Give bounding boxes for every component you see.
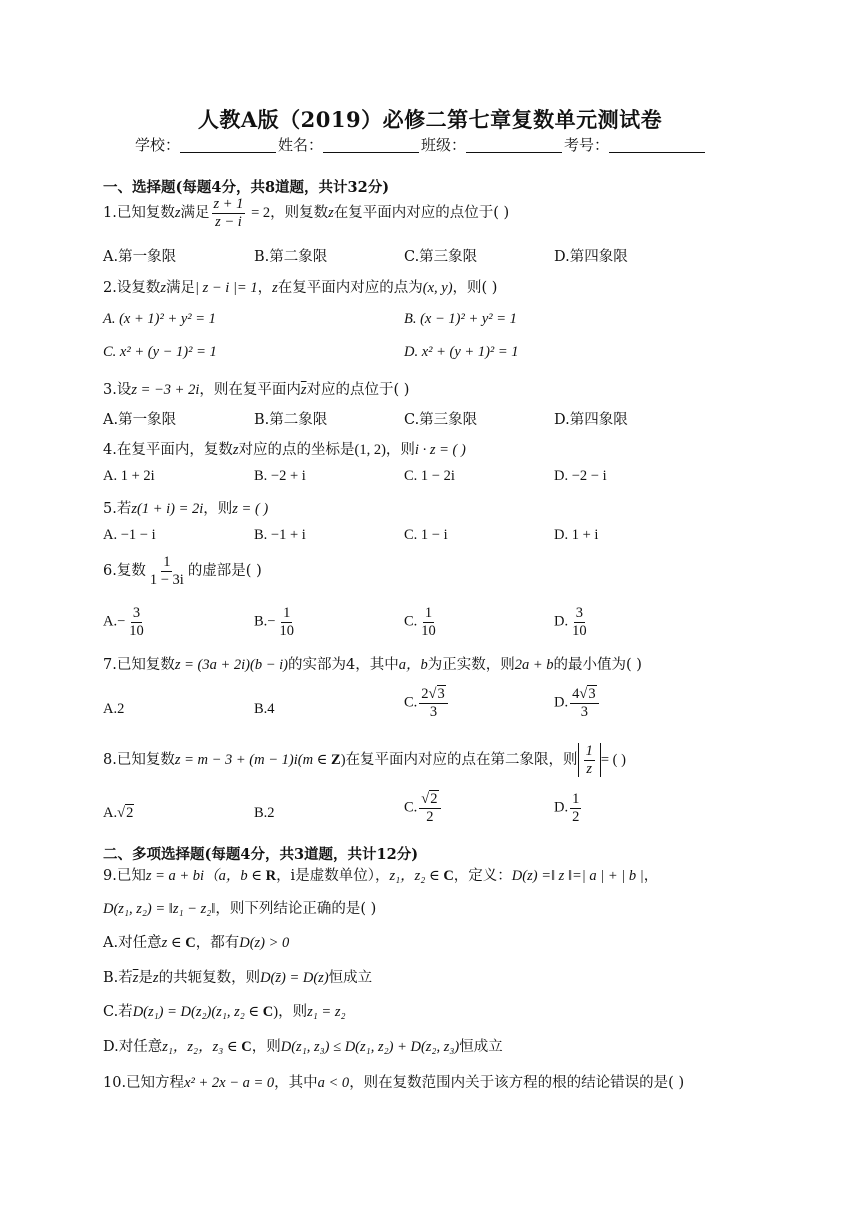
q9-b-zbar: $\overline{z}$: [132, 970, 139, 986]
q7-expr-2: 2a + b: [514, 657, 554, 673]
question-10: [103, 1071, 684, 1092]
question-3: [103, 378, 409, 399]
q9-a-expr-2: D(z) > 0: [239, 935, 290, 951]
q9-z-vars: z₁，z₂ ∈: [389, 868, 444, 884]
q6-d-label: D.: [554, 613, 569, 630]
q6-c-label: C.: [404, 613, 418, 630]
q3-expr: z = −3 + 2i: [131, 382, 200, 398]
q6-a-frac: [127, 605, 146, 639]
q6-b-num: 1: [283, 605, 291, 621]
q1-text-3: ，则复数: [270, 205, 329, 222]
q2-text-3: ，: [257, 280, 273, 296]
q9-option-a[interactable]: [103, 931, 289, 952]
q9-R: R: [265, 868, 277, 884]
q8-frac-num: 1: [585, 743, 593, 759]
q7-option-d[interactable]: [554, 686, 601, 720]
q6-d-frac: [570, 605, 589, 639]
q6-option-c[interactable]: [404, 605, 440, 639]
exam-number-label: 考号：: [564, 136, 610, 154]
q8-option-a[interactable]: A.√2: [103, 805, 134, 821]
q8-option-b[interactable]: B.2: [254, 805, 275, 821]
q8-a-rad: 2: [126, 805, 134, 821]
q7-option-c[interactable]: [404, 686, 450, 720]
q6-frac-num: 1: [163, 554, 171, 570]
q6-b-den: 10: [279, 622, 294, 639]
q6-b-sign: −: [267, 613, 276, 630]
q4-option-b[interactable]: B. −2 + i: [254, 468, 306, 484]
q9-d-text: D.对任意: [103, 1039, 163, 1055]
q1-option-b[interactable]: B.第二象限: [254, 249, 328, 265]
q9-a-C: C: [185, 935, 196, 951]
q8-frac-den: z: [586, 760, 593, 777]
student-info-row: [135, 134, 707, 155]
q7-option-a[interactable]: A.2: [103, 701, 125, 717]
q5-option-d[interactable]: D. 1 + i: [554, 527, 599, 543]
q2-text: 2.设复数: [103, 280, 161, 296]
question-2: [103, 276, 497, 297]
q4-option-c[interactable]: C. 1 − 2i: [404, 468, 455, 484]
q9-c-C: C: [262, 1004, 274, 1020]
q9-option-d[interactable]: [103, 1035, 503, 1056]
q9-c-text-2: ，则: [278, 1004, 308, 1020]
q3-option-b[interactable]: B.第二象限: [254, 412, 328, 428]
q6-a-num: 3: [132, 605, 141, 621]
q2-var: z: [160, 280, 166, 296]
q7-d-coef: 4: [572, 686, 580, 702]
q8-c-rad: 2: [430, 791, 438, 807]
q9-expr: z = a + bi: [145, 868, 205, 884]
q6-c-frac: [419, 605, 438, 639]
q9-d-C: C: [241, 1039, 252, 1055]
q3-text-2: ，则在复平面内: [199, 382, 301, 398]
q7-c-frac: $\frac{2√3}{3}$: [419, 686, 447, 720]
q3-text: 3.设: [103, 382, 132, 398]
q1-var: z: [174, 205, 181, 222]
q5-text-2: ，则: [203, 501, 233, 517]
q7-c-coef: 2: [421, 686, 429, 702]
q5-expr: z(1 + i) = 2i: [131, 501, 204, 517]
q10-text: 10.已知方程: [103, 1075, 185, 1091]
q3-option-a[interactable]: A.第一象限: [103, 412, 177, 428]
question-5: [103, 497, 268, 518]
q1-text-4: 在复平面内对应的点位于( ): [333, 205, 510, 222]
q6-a-sign: −: [117, 613, 126, 630]
q1-var-2: z: [328, 205, 334, 222]
q4-text: 4.在复平面内，复数: [103, 442, 233, 458]
q6-option-b[interactable]: [254, 605, 298, 639]
q10-text-2: ，其中: [274, 1075, 318, 1091]
q9-b-z: z: [152, 970, 159, 986]
q4-text-3: ，则: [385, 442, 415, 458]
page-title: 人教A版（2019）必修二第七章复数单元测试卷: [197, 107, 663, 132]
q1-text: 1.已知复数: [103, 205, 175, 222]
q9-text: 9.已知: [103, 868, 146, 884]
q6-d-den: 10: [572, 622, 587, 639]
q8-a-label: A.: [103, 805, 118, 821]
q9-c-expr-2: z₁ = z₂: [307, 1004, 346, 1020]
question-7: [103, 653, 642, 674]
q9-c-text: C.若: [103, 1004, 133, 1020]
q9-b-text-3: 的共轭复数，则: [158, 970, 261, 986]
q8-close: ): [340, 752, 346, 769]
q4-expr: i · z = ( ): [414, 442, 466, 458]
q8-text-3: = ( ): [600, 752, 626, 769]
q5-option-b[interactable]: B. −1 + i: [254, 527, 306, 543]
q8-text-2: 在复平面内对应的点在第二象限，则: [345, 752, 578, 769]
q4-point: (1, 2): [354, 442, 386, 458]
q2-cond: | z − i |= 1: [195, 280, 258, 296]
question-1: [103, 196, 509, 230]
question-9-line-1: [103, 864, 658, 885]
q6-c-num: 1: [424, 605, 433, 621]
q3-option-d[interactable]: D.第四象限: [554, 412, 628, 428]
class-label: 班级：: [421, 136, 467, 154]
q9-paren: （a，b ∈: [204, 868, 266, 884]
q9-b-text-2: 是: [138, 970, 153, 986]
q7-c-rad: 3: [437, 686, 445, 702]
q7-text: 7.已知复数: [103, 657, 175, 673]
q7-option-b[interactable]: B.4: [254, 701, 275, 717]
q8-c-label: C.: [404, 799, 418, 816]
q9-b-text-4: 恒成立: [328, 970, 373, 986]
q8-c-frac: $\frac{√2}{2}$: [419, 791, 440, 825]
q9-paren-2: ，i是虚数单位），: [276, 868, 390, 884]
q9-option-b[interactable]: [103, 966, 372, 987]
question-9-line-2: [103, 897, 376, 918]
q9-dz1z2: D(z₁, z₂) = ‖z₁ − z₂‖: [103, 901, 216, 917]
q5-text: 5.若: [103, 501, 132, 517]
q4-text-2: 对应的点的坐标是: [238, 442, 355, 458]
q1-frac-num: z + 1: [213, 196, 244, 212]
q8-d-num: 1: [572, 791, 580, 807]
q6-option-a[interactable]: [103, 605, 148, 639]
q6-a-den: 10: [129, 622, 144, 639]
q1-text-2: 满足: [180, 205, 210, 222]
q4-option-a[interactable]: A. 1 + 2i: [103, 468, 155, 484]
section-heading-choice: 一、选择题(每题4分，共8道题，共计32分): [103, 179, 390, 196]
class-blank[interactable]: [466, 138, 562, 153]
q9-text-2: ，则下列结论正确的是( ): [215, 901, 377, 917]
q3-option-c[interactable]: C.第三象限: [404, 412, 478, 428]
q5-option-c[interactable]: C. 1 − i: [404, 527, 448, 543]
q1-option-c[interactable]: C.第三象限: [404, 249, 478, 265]
q6-a-label: A.: [103, 613, 118, 630]
q1-fraction: [212, 196, 246, 230]
q9-d-expr: D(z₁, z₃) ≤ D(z₁, z₂) + D(z₂, z₃): [280, 1039, 460, 1055]
q2-option-d[interactable]: D. x² + (y + 1)² = 1: [404, 344, 519, 360]
q9-b-expr: D(z̄) = D(z): [260, 970, 329, 986]
q9-option-c[interactable]: [103, 1000, 346, 1021]
q7-vars: a，b: [398, 657, 428, 673]
q6-d-num: 3: [575, 605, 583, 621]
q10-cond: a < 0: [317, 1075, 350, 1091]
q8-expr: z = m − 3 + (m − 1)i(m ∈: [174, 752, 332, 769]
q4-option-d[interactable]: D. −2 − i: [554, 468, 607, 484]
q6-fraction: [148, 554, 186, 588]
q1-frac-den: z − i: [215, 213, 242, 230]
q2-text-5: ，则( ): [452, 280, 498, 296]
q1-eq: = 2: [247, 205, 271, 222]
q8-abs-frac: [584, 743, 595, 777]
q7-d-label: D.: [554, 694, 569, 711]
section-heading-multi-choice: 二、多项选择题(每题4分，共3道题，共计12分): [103, 846, 419, 863]
q9-dz: D(z) =‖ z ‖=| a | + | b |: [511, 868, 644, 884]
q9-c-close: ): [273, 1004, 279, 1020]
q7-c-label: C.: [404, 694, 418, 711]
q6-b-frac: [277, 605, 296, 639]
q7-text-2: 的实部为4，其中: [287, 657, 399, 673]
name-label: 姓名：: [278, 136, 324, 154]
q9-d-text-2: ，则: [251, 1039, 281, 1055]
question-4: [103, 438, 466, 459]
q7-c-den: 3: [429, 703, 438, 720]
q2-option-b[interactable]: B. (x − 1)² + y² = 1: [404, 311, 517, 327]
q8-option-c[interactable]: [404, 791, 443, 825]
q7-expr: z = (3a + 2i)(b − i): [174, 657, 288, 673]
q7-d-den: 3: [580, 703, 588, 720]
q3-zbar: $\overline{z}$: [300, 382, 307, 398]
q2-text-2: 满足: [166, 280, 195, 296]
q8-Z: Z: [331, 752, 341, 769]
q6-text-2: 的虚部是( ): [187, 563, 262, 580]
q2-text-4: 在复平面内对应的点为: [277, 280, 423, 296]
q9-end: ，: [643, 868, 659, 884]
q6-option-d[interactable]: [554, 605, 591, 639]
q3-text-3: 对应的点位于( ): [306, 382, 410, 398]
q9-b-text: B.若: [103, 970, 133, 986]
q2-var-2: z: [272, 280, 278, 296]
q1-option-a[interactable]: A.第一象限: [103, 249, 177, 265]
q6-b-label: B.: [254, 613, 268, 630]
q7-text-4: 的最小值为( ): [553, 657, 642, 673]
q9-a-text-2: ，都有: [195, 935, 240, 951]
q7-d-frac: $\frac{4√3}{3}$: [570, 686, 598, 720]
q10-text-3: ，则在复数范围内关于该方程的根的结论错误的是( ): [349, 1075, 685, 1091]
exam-number-blank[interactable]: [609, 138, 705, 153]
q4-var: z: [232, 442, 239, 458]
q6-frac-den: 1 − 3i: [149, 571, 184, 588]
q7-text-3: 为正实数，则: [427, 657, 515, 673]
q9-C: C: [443, 868, 454, 884]
q9-a-text: A.对任意: [103, 935, 162, 951]
q9-d-text-3: 恒成立: [459, 1039, 503, 1055]
q6-text: 6.复数: [103, 563, 146, 580]
q8-text: 8.已知复数: [103, 752, 175, 769]
q9-a-expr: z ∈: [161, 935, 186, 951]
q9-c-expr: D(z₁) = D(z₂)(z₁, z₂ ∈: [132, 1004, 263, 1020]
q9-d-vars: z₁，z₂，z₃ ∈: [162, 1039, 242, 1055]
school-label: 学校：: [135, 136, 181, 154]
q2-option-c[interactable]: C. x² + (y − 1)² = 1: [103, 344, 217, 360]
q6-c-den: 10: [421, 622, 436, 639]
q10-expr: x² + 2x − a = 0: [184, 1075, 275, 1091]
question-6: [103, 554, 262, 588]
q2-option-a[interactable]: A. (x + 1)² + y² = 1: [103, 311, 216, 327]
q8-d-frac: [570, 791, 581, 825]
question-8: [103, 743, 626, 777]
name-blank[interactable]: [323, 138, 419, 153]
q8-d-label: D.: [554, 799, 569, 816]
q8-c-den: 2: [426, 808, 434, 825]
q1-option-d[interactable]: D.第四象限: [554, 249, 628, 265]
q5-option-a[interactable]: A. −1 − i: [103, 527, 156, 543]
q8-option-d[interactable]: [554, 791, 583, 825]
q2-point: (x, y): [422, 280, 453, 296]
school-blank[interactable]: [180, 138, 276, 153]
q8-d-den: 2: [572, 808, 580, 825]
q5-expr-2: z = ( ): [232, 501, 269, 517]
q9-def: ，定义：: [453, 868, 512, 884]
q7-d-rad: 3: [588, 686, 596, 702]
